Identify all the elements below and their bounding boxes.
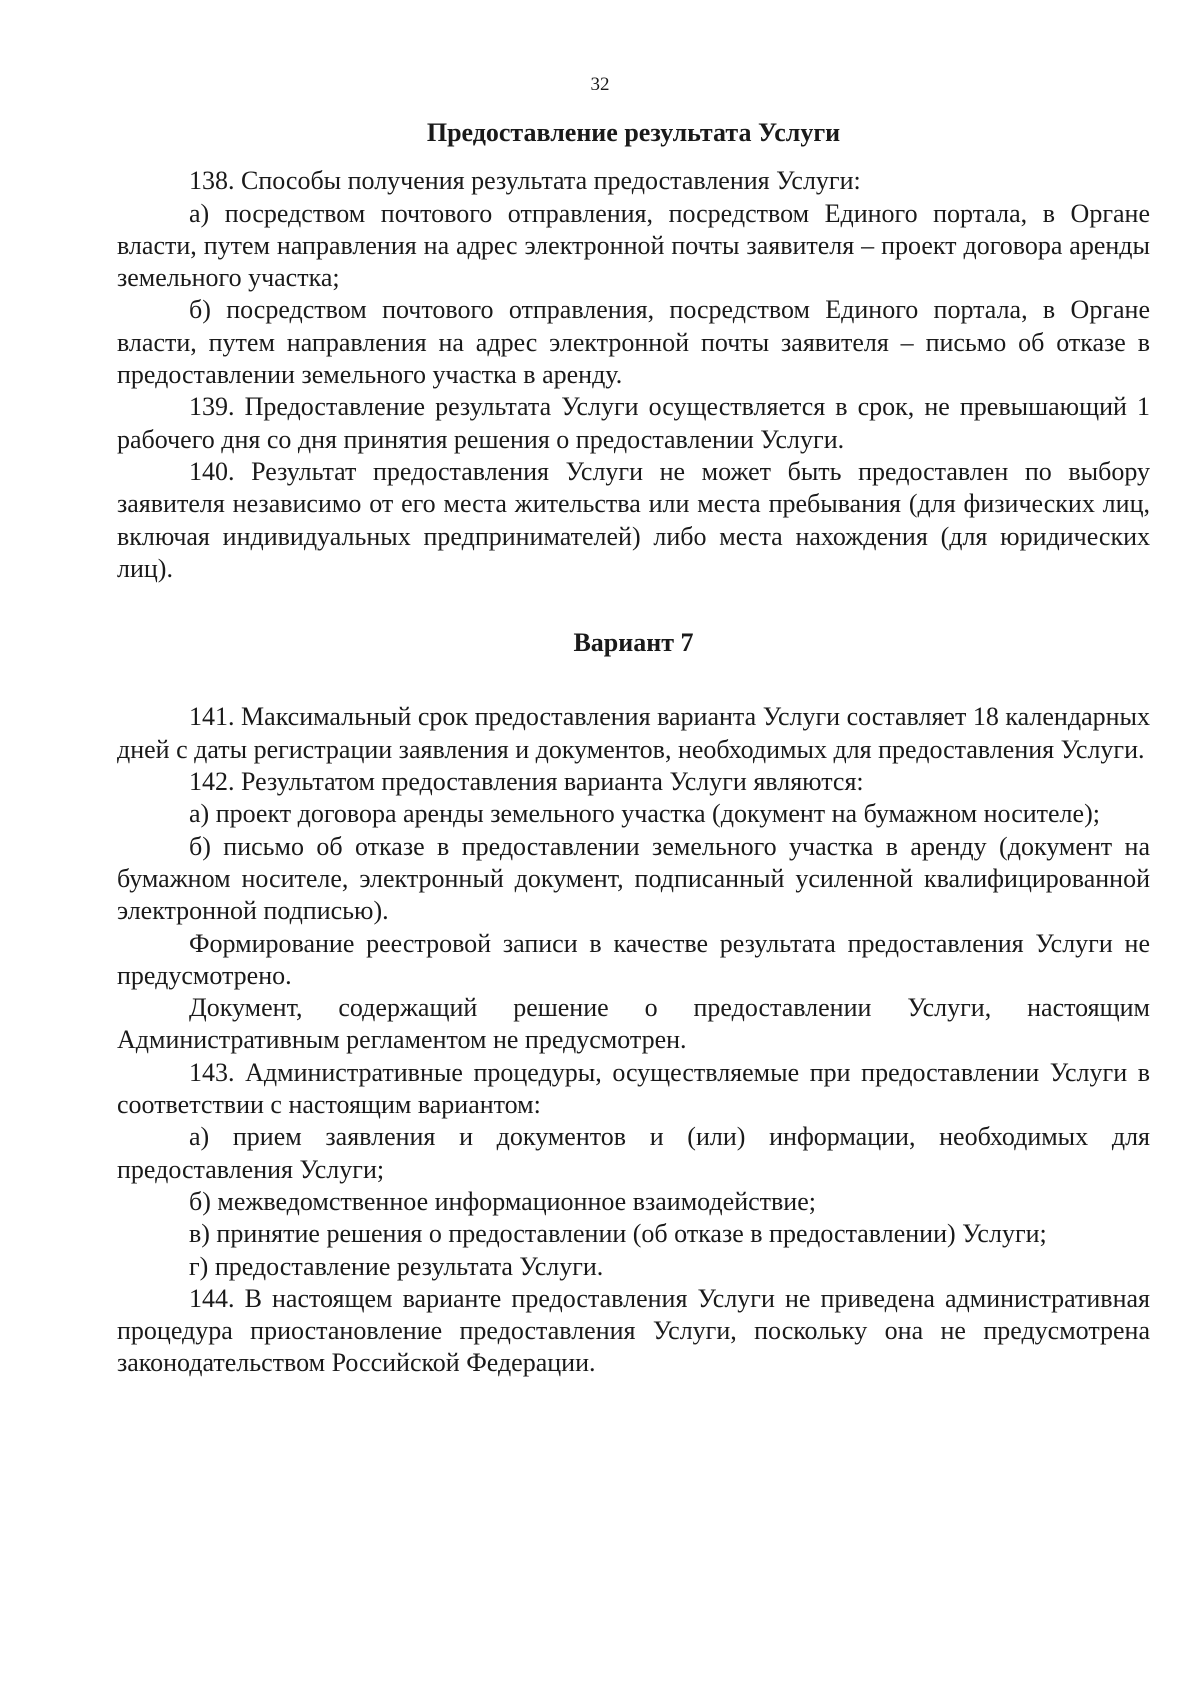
paragraph-144: 144. В настоящем варианте предоставления Услуги не приведена административная процедура приостановление предоставления Услуги, поскольку она не предусмотрена законодательством Российской Федерации. [117, 1283, 1150, 1378]
paragraph-138: 138. Способы получения результата предоставления Услуги: [189, 166, 861, 196]
paragraph-142-b: б) письмо об отказе в предоставлении земельного участка в аренду (документ на бумажном носителе, электронный документ, подписанный усиленной квалифицированной электронной подписью). [117, 831, 1150, 926]
paragraph-143: 143. Административные процедуры, осуществляемые при предоставлении Услуги в соответствии с настоящим вариантом: [117, 1057, 1150, 1120]
paragraph-142-a: а) проект договора аренды земельного участка (документ на бумажном носителе); [189, 799, 1100, 829]
paragraph-142: 142. Результатом предоставления варианта Услуги являются: [189, 767, 864, 797]
paragraph-139: 139. Предоставление результата Услуги осуществляется в срок, не превышающий 1 рабочего дня со дня принятия решения о предоставлении Услуги. [117, 392, 1150, 454]
paragraph-registry-record: Формирование реестровой записи в качестве результата предоставления Услуги не предусмотрено. [117, 928, 1150, 990]
page-number: 32 [590, 74, 610, 95]
section-heading-variant-7: Вариант 7 [573, 628, 694, 658]
paragraph-143-a: а) прием заявления и документов и (или) информации, необходимых для предоставления Услуги; [117, 1122, 1150, 1184]
paragraph-141: 141. Максимальный срок предоставления варианта Услуги составляет 18 календарных дней с даты регистрации заявления и документов, необходимых для предоставления Услуги. [117, 702, 1150, 764]
paragraph-138-a: а) посредством почтового отправления, посредством Единого портала, в Органе власти, путем направления на адрес электронной почты заявителя – проект договора аренды земельного участка; [117, 198, 1150, 293]
paragraph-140: 140. Результат предоставления Услуги не может быть предоставлен по выбору заявителя независимо от его места жительства или места пребывания (для физических лиц, включая индивидуальных предпринимателей) либо места нахождения (для юридических лиц). [117, 456, 1150, 583]
paragraph-143-v: в) принятие решения о предоставлении (об отказе в предоставлении) Услуги; [189, 1219, 1047, 1249]
paragraph-143-g: г) предоставление результата Услуги. [189, 1251, 604, 1281]
paragraph-138-b: б) посредством почтового отправления, посредством Единого портала, в Органе власти, путем направления на адрес электронной почты заявителя – письмо об отказе в предоставлении земельного участка в аренду. [117, 295, 1150, 390]
paragraph-decision-document: Документ, содержащий решение о предоставлении Услуги, настоящим Административным регламентом не предусмотрен. [117, 993, 1150, 1055]
document-body [117, 117, 1150, 1380]
section-heading-result: Предоставление результата Услуги [426, 118, 841, 147]
paragraph-143-b: б) межведомственное информационное взаимодействие; [189, 1186, 816, 1216]
